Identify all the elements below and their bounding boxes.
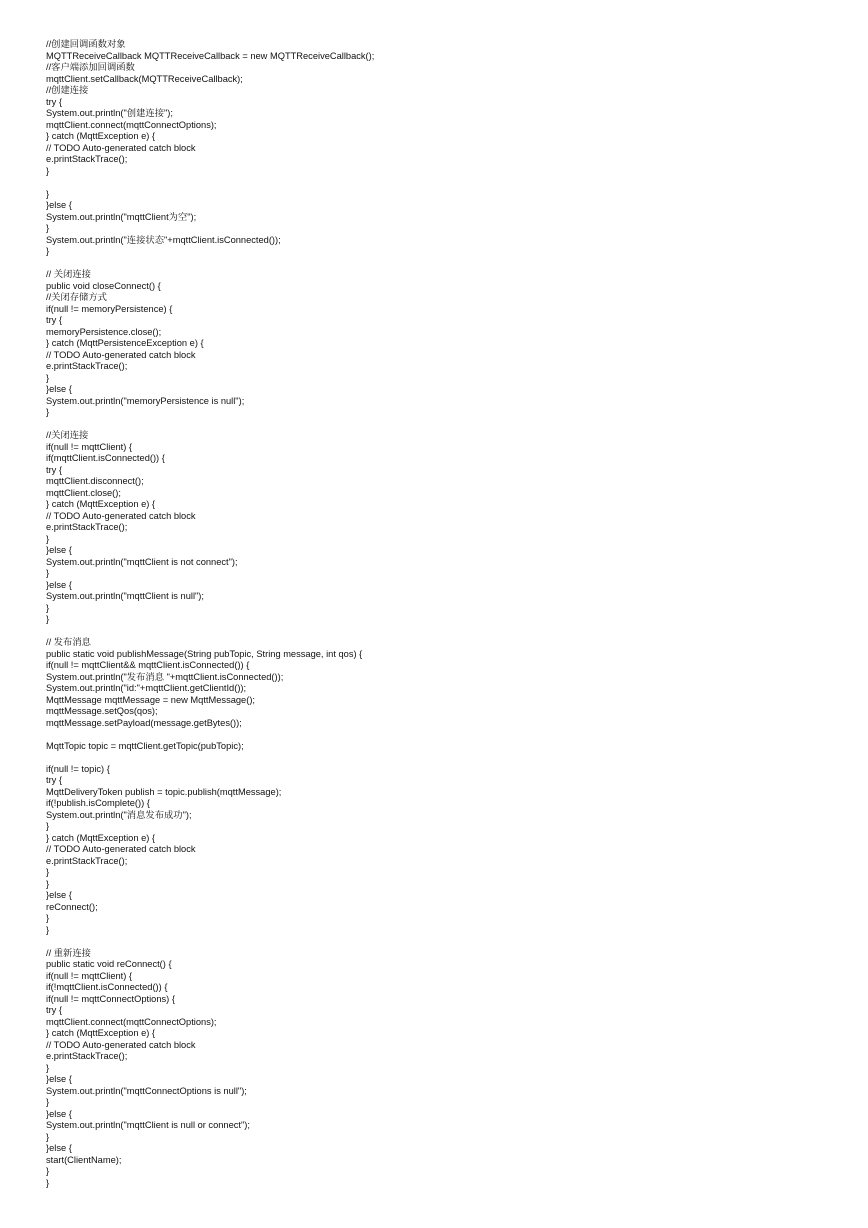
- code-line: if(null != mqttClient) {: [46, 970, 133, 981]
- code-line: e.printStackTrace();: [46, 855, 128, 866]
- code-line: }: [46, 223, 50, 233]
- code-line: mqttClient.connect(mqttConnectOptions);: [46, 119, 217, 130]
- code-line: }: [46, 568, 50, 578]
- code-line: public void closeConnect() {: [46, 280, 161, 291]
- code-line: [46, 729, 846, 741]
- code-line: System.out.println("memoryPersistence is null");: [46, 395, 245, 406]
- code-line: System.out.println("发布消息 "+mqttClient.isConnected());: [46, 671, 284, 682]
- code-line: //关闭存储方式: [46, 292, 107, 302]
- code-line: }else {: [46, 384, 72, 394]
- code-line: // 重新连接: [46, 947, 91, 958]
- code-line: if(null != mqttClient) {: [46, 441, 133, 452]
- code-line: if(null != topic) {: [46, 763, 110, 774]
- code-line: }else {: [46, 545, 72, 555]
- code-line: }: [46, 821, 50, 831]
- code-line: //创建连接: [46, 85, 89, 95]
- code-line: MQTTReceiveCallback MQTTReceiveCallback = new MQTTReceiveCallback();: [46, 50, 375, 61]
- code-line: reConnect();: [46, 901, 98, 912]
- code-line: mqttMessage.setPayload(message.getBytes());: [46, 717, 242, 728]
- code-line: }: [46, 924, 50, 935]
- code-line: [46, 752, 846, 764]
- code-line: try {: [46, 315, 63, 325]
- code-line: }else {: [46, 1074, 72, 1084]
- code-line: [46, 419, 846, 431]
- code-line: mqttClient.setCallback(MQTTReceiveCallback);: [46, 73, 243, 84]
- code-line: e.printStackTrace();: [46, 1051, 128, 1061]
- code-document: [46, 39, 846, 1189]
- code-line: // 关闭连接: [46, 269, 91, 279]
- code-line: start(ClientName);: [46, 1154, 122, 1165]
- code-line: if(!publish.isComplete()) {: [46, 798, 150, 808]
- code-line: }: [46, 867, 50, 877]
- code-line: System.out.println("mqttClient is null or connect");: [46, 1120, 250, 1130]
- code-line: System.out.println("连接状态"+mqttClient.isConnected());: [46, 234, 281, 245]
- code-line: }: [46, 372, 50, 383]
- code-line: }: [46, 246, 50, 256]
- code-line: if(mqttClient.isConnected()) {: [46, 453, 165, 463]
- code-line: }: [46, 1166, 50, 1176]
- code-line: public static void reConnect() {: [46, 959, 172, 969]
- code-line: }else {: [46, 1143, 72, 1153]
- code-line: }: [46, 407, 50, 417]
- code-line: System.out.println("mqttClient为空");: [46, 211, 197, 222]
- code-line: // TODO Auto-generated catch block: [46, 142, 196, 153]
- code-line: } catch (MqttPersistenceException e) {: [46, 338, 204, 348]
- code-line: }: [46, 1097, 50, 1107]
- code-line: try {: [46, 1005, 63, 1015]
- code-line: mqttMessage.setQos(qos);: [46, 706, 158, 716]
- code-line: }else {: [46, 890, 72, 900]
- code-line: } catch (MqttException e) {: [46, 131, 156, 141]
- code-line: e.printStackTrace();: [46, 522, 128, 532]
- code-line: }: [46, 878, 50, 889]
- code-line: }: [46, 614, 50, 624]
- code-line: System.out.println("id:"+mqttClient.getClientId());: [46, 683, 247, 693]
- code-line: e.printStackTrace();: [46, 361, 128, 371]
- code-line: MqttMessage mqttMessage = new MqttMessage();: [46, 694, 256, 705]
- code-line: mqttClient.connect(mqttConnectOptions);: [46, 1016, 217, 1027]
- code-line: }else {: [46, 579, 72, 590]
- code-line: memoryPersistence.close();: [46, 326, 162, 337]
- code-line: mqttClient.close();: [46, 487, 121, 498]
- code-line: [46, 258, 846, 270]
- code-line: }: [46, 602, 50, 613]
- code-line: //关闭连接: [46, 430, 89, 440]
- code-line: try {: [46, 464, 63, 475]
- code-line: if(null != mqttConnectOptions) {: [46, 993, 175, 1004]
- code-line: // TODO Auto-generated catch block: [46, 1039, 196, 1050]
- code-line: //创建回调函数对象: [46, 39, 126, 49]
- code-line: // 发布消息: [46, 637, 91, 647]
- code-line: System.out.println("消息发布成功");: [46, 809, 192, 820]
- code-line: try {: [46, 96, 63, 107]
- code-line: //客户端添加回调函数: [46, 62, 135, 72]
- code-line: [46, 177, 846, 189]
- code-line: } catch (MqttException e) {: [46, 499, 156, 509]
- code-line: // TODO Auto-generated catch block: [46, 349, 196, 360]
- code-line: } catch (MqttException e) {: [46, 832, 156, 843]
- code-line: [46, 936, 846, 948]
- code-line: System.out.println("mqttClient is not connect");: [46, 556, 238, 567]
- code-line: }: [46, 913, 50, 923]
- code-line: // TODO Auto-generated catch block: [46, 510, 196, 521]
- code-line: MqttTopic topic = mqttClient.getTopic(pubTopic);: [46, 740, 244, 751]
- code-line: if(!mqttClient.isConnected()) {: [46, 982, 168, 992]
- code-line: System.out.println("创建连接");: [46, 108, 173, 118]
- code-line: }else {: [46, 200, 72, 210]
- code-line: }: [46, 1177, 50, 1188]
- code-line: public static void publishMessage(String pubTopic, String message, int qos) {: [46, 648, 363, 659]
- code-line: }: [46, 188, 50, 199]
- code-line: e.printStackTrace();: [46, 154, 128, 164]
- code-line: }else {: [46, 1108, 72, 1119]
- code-line: }: [46, 1062, 50, 1073]
- code-line: } catch (MqttException e) {: [46, 1028, 156, 1038]
- code-line: if(null != memoryPersistence) {: [46, 303, 173, 314]
- code-line: [46, 626, 846, 638]
- code-line: mqttClient.disconnect();: [46, 476, 144, 486]
- code-line: MqttDeliveryToken publish = topic.publish(mqttMessage);: [46, 786, 282, 797]
- code-line: try {: [46, 775, 63, 785]
- code-line: // TODO Auto-generated catch block: [46, 844, 196, 854]
- code-line: }: [46, 165, 50, 176]
- code-line: System.out.println("mqttConnectOptions is null");: [46, 1085, 247, 1096]
- code-line: }: [46, 1131, 50, 1142]
- code-line: }: [46, 533, 50, 544]
- code-line: if(null != mqttClient&& mqttClient.isConnected()) {: [46, 660, 250, 670]
- code-line: System.out.println("mqttClient is null");: [46, 591, 204, 601]
